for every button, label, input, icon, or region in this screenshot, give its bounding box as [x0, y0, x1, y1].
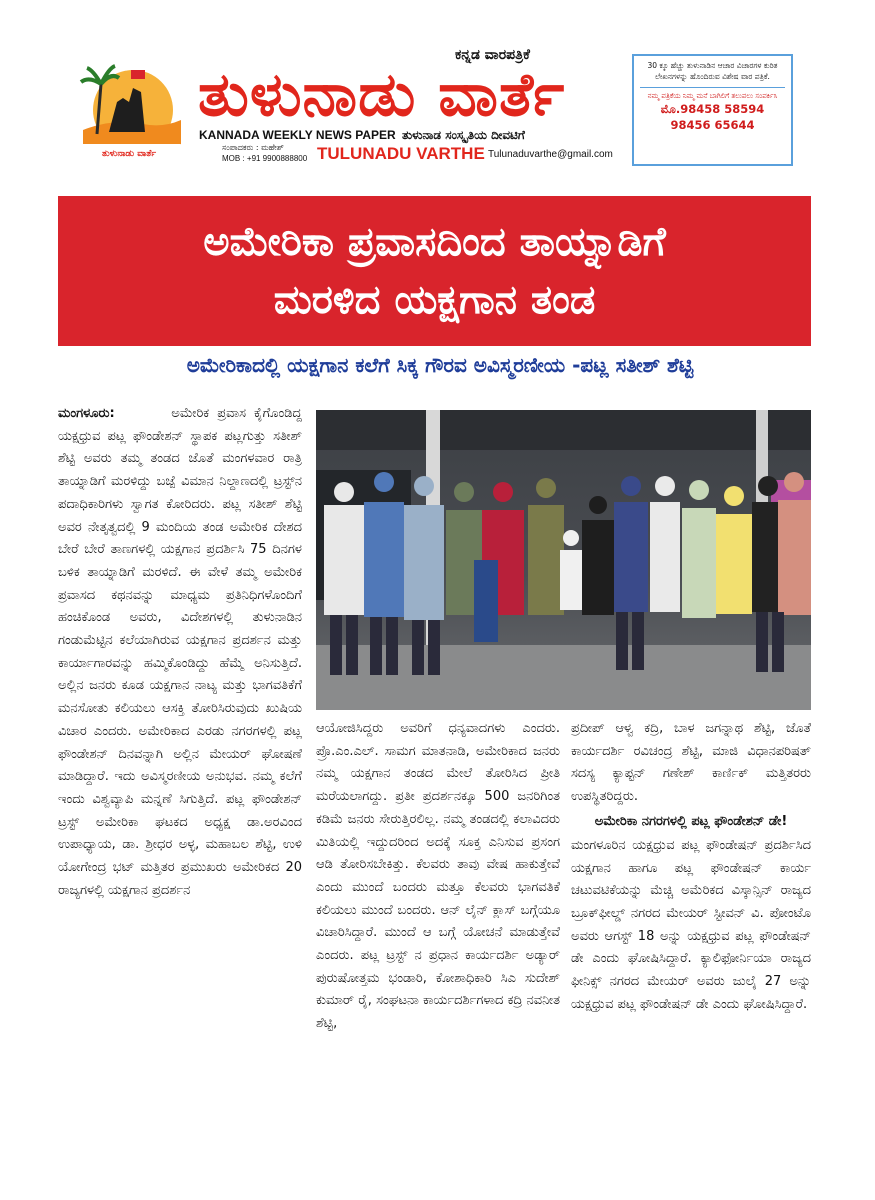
dateline: ಮಂಗಳೂರು:: [58, 406, 115, 421]
article-text-col3b: ಮಂಗಳೂರಿನ ಯಕ್ಷಧ್ರುವ ಪಟ್ಲ ಫೌಂಡೇಷನ್ ಪ್ರದರ್ಶಿಸಿದ ಯಕ್ಷಗಾನ ಹಾಗೂ ಪಟ್ಲ ಫೌಂಡೇಷನ್ ಕಾರ್ಯ ಚಟುವಟಿಕೆಯನ್ನು ಮೆಚ್ಚಿ ಅಮೆರಿಕದ ವಿಸ್ಕಾನ್ಸಿನ್ ರಾಜ್ಯದ ಬ್ರೂಕ್‌ಫೀಲ್ಡ್ ನಗರದ ಮೇಯರ್ ಸ್ಟೀವನ್ ವಿ. ಪೋಂಟೊ ಅವರು ಆಗಸ್ಟ್ 18 ಅನ್ನು ಯಕ್ಷಧ್ರುವ ಪಟ್ಲ ಫೌಂಡೇಷನ್ ಡೇ ಎಂದು ಘೋಷಿಸಿದ್ದಾರೆ. ಕ್ಯಾಲಿಫೋರ್ನಿಯಾ ರಾಜ್ಯದ ಫೀನಿಕ್ಸ್ ನಗರದ ಮೇಯರ್ ಅವರು ಜುಲೈ 27 ಅನ್ನು ಯಕ್ಷಧ್ರುವ ಪಟ್ಲ ಫೌಂಡೇಷನ್ ಡೇ ಎಂದು ಘೋಷಿಸಿದ್ದಾರೆ.: [571, 837, 811, 1012]
contact-email: Tulunaduvarthe@gmail.com: [488, 149, 613, 160]
section-subheading: ಅಮೇರಿಕಾ ನಗರಗಳಲ್ಲಿ ಪಟ್ಲ ಫೌಂಡೇಶನ್ ಡೇ!: [594, 813, 788, 829]
promo-contact-note: ನಮ್ಮ ಪತ್ರಿಕೆಯ ನಿಮ್ಮ ಮನೆ ಬಾಗಿಲಿಗೆ ತಲುಪಲು ಸಂಪರ್ಕಿಸಿ: [640, 87, 785, 101]
promo-phone-1: ಮೊ.98458 58594: [660, 102, 765, 116]
brand-name-kannada: ತುಳುನಾಡು ವಾರ್ತೆ: [198, 60, 566, 130]
mobile-number: MOB : +91 9900888800: [222, 154, 308, 163]
promo-phone-2: 98456 65644: [670, 118, 755, 132]
promo-description: 30 ಕ್ಕೂ ಹೆಚ್ಚು ತುಳುನಾಡಿನ ಆಚಾರ ವಿಚಾರಗಳ ಕುರಿತ ಲೇಖನಗಳನ್ನು ಹೊಂದಿರುವ ವಿಶೇಷ ವಾರ ಪತ್ರಿಕೆ.: [647, 61, 778, 81]
promo-box: [632, 54, 793, 166]
logo-wordmark: ತುಳುನಾಡು ವಾರ್ತೆ: [101, 149, 157, 159]
headline-line-2: ಮರಳಿದ ಯಕ್ಷಗಾನ ತಂಡ: [273, 277, 596, 323]
article-text-col2: ಆಯೋಜಿಸಿದ್ದರು ಅವರಿಗೆ ಧನ್ಯವಾದಗಳು ಎಂದರು. ಪ್ರೊ.ಎಂ.ಎಲ್. ಸಾಮಗ ಮಾತನಾಡಿ, ಅಮೇರಿಕಾದ ಜನರು ನಮ್ಮ ಯಕ್ಷಗಾನ ತಂಡದ ಮೇಲೆ ತೋರಿಸಿದ ಪ್ರೀತಿ ಮರೆಯಲಾಗದ್ದು. ಪ್ರತೀ ಪ್ರದರ್ಶನಕ್ಕೂ 500 ಜನರಿಗಿಂತ ಕಡಿಮೆ ಜನರು ಸೇರುತ್ತಿರಲಿಲ್ಲ. ನಮ್ಮ ತಂಡದಲ್ಲಿ ಕಲಾವಿದರು ಮಿತಿಯಲ್ಲಿ ಇದ್ದುದರಿಂದ ಅದಕ್ಕೆ ಸೂಕ್ತ ಎನಿಸುವ ಪ್ರಸಂಗ ಆಡಿ ತೋರಿಸಬೇಕಿತ್ತು. ಕೆಲವರು ತಾವು ವೇಷ ಹಾಕುತ್ತೇವೆ ಎಂದು ಮುಂದೆ ಬಂದರು ಮತ್ತೂ ಕೆಲವರು ಭಾಗವತಿಕೆ ಕಲಿಯಲು ಮುಂದೆ ಬಂದರು. ಆನ್ ಲೈನ್ ಕ್ಲಾಸ್ ಬಗ್ಗೆಯೂ ವಿಚಾರಿಸಿದ್ದಾರೆ. ಮುಂದೆ ಆ ಬಗ್ಗೆ ಯೋಚನೆ ಮಾಡುತ್ತೇವೆ ಎಂದರು. ಪಟ್ಲ ಟ್ರಸ್ಟ್ ನ ಪ್ರಧಾನ ಕಾರ್ಯದರ್ಶಿ ಅಡ್ಯಾರ್ ಪುರುಷೋತ್ತಮ ಭಂಡಾರಿ, ಕೋಶಾಧಿಕಾರಿ ಸಿಎ ಸುದೇಶ್ ಕುಮಾರ್ ರೈ, ಸಂಘಟನಾ ಕಾರ್ಯದರ್ಶಿಗಳಾದ ಕದ್ರಿ ನವನೀತ ಶೆಟ್ಟಿ,: [316, 721, 560, 1032]
tagline-kannada: ಕನ್ನಡ ವಾರಪತ್ರಿಕೆ: [455, 47, 530, 63]
culture-tagline: ತುಳುನಾಡ ಸಂಸ್ಕೃತಿಯ ದೀವಟಿಗೆ: [402, 128, 525, 142]
headline-banner: [58, 196, 811, 346]
article-column-3: [571, 718, 811, 1138]
brand-subtitle-english: KANNADA WEEKLY NEWS PAPER: [199, 128, 396, 142]
masthead-logo: [73, 58, 185, 162]
article-column-1: [58, 403, 302, 1148]
editor-credit: ಸಂಪಾದಕರು : ಮಹೇಶ್: [222, 143, 284, 152]
brand-name-english: TULUNADU VARTHE: [317, 144, 485, 163]
article-text-col1: ಅಮೇರಿಕ ಪ್ರವಾಸ ಕೈಗೊಂಡಿದ್ದ ಯಕ್ಷಧ್ರುವ ಪಟ್ಲ ಫೌಂಡೇಶನ್ ಸ್ಥಾಪಕ ಪಟ್ಲಗುತ್ತು ಸತೀಶ್ ಶೆಟ್ಟಿ ಅವರು ತಮ್ಮ ತಂಡದ ಜೊತೆ ಮಂಗಳವಾರ ರಾತ್ರಿ ತಾಯ್ನಾಡಿಗೆ ಮರಳಿದ್ದು ಬಜ್ಪೆ ವಿಮಾನ ನಿಲ್ದಾಣದಲ್ಲಿ ಟ್ರಸ್ಟ್‌ನ ಪದಾಧಿಕಾರಿಗಳು ಸ್ವಾಗತ ಕೋರಿದರು. ಪಟ್ಲ ಸತೀಶ್ ಶೆಟ್ಟಿ ಅವರ ನೇತೃತ್ವದಲ್ಲಿ 9 ಮಂದಿಯ ತಂಡ ಅಮೇರಿಕ ದೇಶದ ಬೇರೆ ಬೇರೆ ತಾಣಗಳಲ್ಲಿ ಯಕ್ಷಗಾನ ಪ್ರದರ್ಶಿಸಿ 75 ದಿನಗಳ ಬಳಿಕ ತಾಯ್ನಾಡಿಗೆ ಮರಳಿದೆ. ಈ ವೇಳೆ ತಮ್ಮ ಅಮೇರಿಕ ಪ್ರವಾಸದ ಕಥನವನ್ನು ಮಾಧ್ಯಮ ಪ್ರತಿನಿಧಿಗಳೊಂದಿಗೆ ಹಂಚಿಕೊಂಡ ಅವರು, ವಿದೇಶಗಳಲ್ಲಿ ತುಳುನಾಡಿನ ಗಂಡುಮೆಟ್ಟಿನ ಕಲೆಯಾಗಿರುವ ಯಕ್ಷಗಾನ ಪ್ರದರ್ಶನ ಮತ್ತು ಕಾರ್ಯಾಗಾರವನ್ನು ಹಮ್ಮಿಕೊಂಡಿದ್ದು ಹೆಮ್ಮೆ ಅನಿಸುತ್ತಿದೆ. ಅಲ್ಲಿನ ಜನರು ಕೂಡ ಯಕ್ಷಗಾನ ನಾಟ್ಯ ಮತ್ತು ಭಾಗವತಿಕೆಗೆ ಮನಸೋತು ಕಲಿಯಲು ಆಸಕ್ತಿ ತೋರಿಸಿರುವುದು ಖುಷಿಯ ವಿಚಾರ ಎಂದರು. ಅಮೇರಿಕಾದ ಎರಡು ನಗರಗಳಲ್ಲಿ ಪಟ್ಲ ಫೌಂಡೇಶನ್ ದಿನವನ್ನಾಗಿ ಅಲ್ಲಿನ ಮೇಯರ್ ಘೋಷಣೆ ಮಾಡಿದ್ದಾರೆ. ಇದು ಅವಿಸ್ಮರಣೀಯ ಅನುಭವ. ನಮ್ಮ ಕಲೆಗೆ ಇಂದು ವಿಶ್ವವ್ಯಾಪಿ ಮನ್ನಣೆ ಸಿಗುತ್ತಿದೆ. ಪಟ್ಲ ಫೌಂಡೇಶನ್ ಟ್ರಸ್ಟ್ ಅಮೇರಿಕಾ ಘಟಕದ ಅಧ್ಯಕ್ಷ ಡಾ.ಅರವಿಂದ ಉಪಾಧ್ಯಾಯ, ಡಾ. ಶ್ರೀಧರ ಅಳ್ಳ, ಮಹಾಬಲ ಶೆಟ್ಟಿ, ಉಳಿ ಯೋಗೇಂದ್ರ ಭಟ್ ಮತ್ತಿತರ ಪ್ರಮುಖರು ಅಮೇರಿಕದ 20 ರಾಜ್ಯಗಳಲ್ಲಿ ಯಕ್ಷಗಾನ ಪ್ರದರ್ಶನ: [58, 406, 302, 898]
group-photo: [316, 410, 811, 710]
article-column-2: [316, 718, 560, 1170]
subheadline: ಅಮೇರಿಕಾದಲ್ಲಿ ಯಕ್ಷಗಾನ ಕಲೆಗೆ ಸಿಕ್ಕ ಗೌರವ ಅವಿಸ್ಮರಣೀಯ -ಪಟ್ಲ ಸತೀಶ್ ಶೆಟ್ಟಿ: [186, 353, 694, 377]
headline-line-1: ಅಮೇರಿಕಾ ಪ್ರವಾಸದಿಂದ ತಾಯ್ನಾಡಿಗೆ: [203, 219, 666, 265]
article-text-col3a: ಪ್ರದೀಪ್ ಆಳ್ವ ಕದ್ರಿ, ಬಾಳ ಜಗನ್ನಾಥ ಶೆಟ್ಟಿ, ಜೊತೆ ಕಾರ್ಯದರ್ಶಿ ರವಿಚಂದ್ರ ಶೆಟ್ಟಿ, ಮಾಜಿ ವಿಧಾನಪರಿಷತ್ ಸದಸ್ಯ ಕ್ಯಾಪ್ಟನ್ ಗಣೇಶ್ ಕಾರ್ಣಿಕ್ ಮತ್ತಿತರರು ಉಪಸ್ಥಿತರಿದ್ದರು.: [571, 721, 811, 805]
